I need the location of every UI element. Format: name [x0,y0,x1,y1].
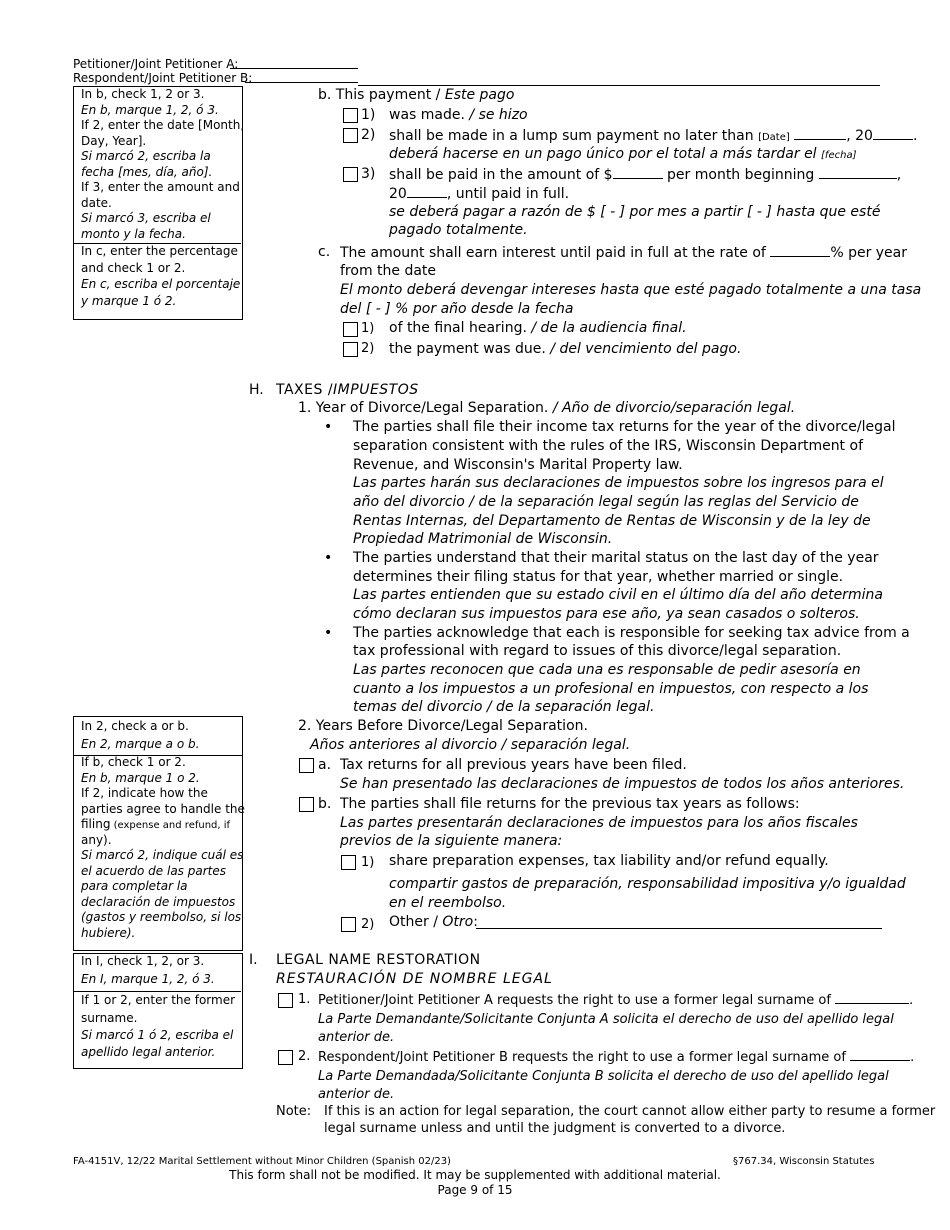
side-note: (gastos y reembolso, si los [81,910,242,924]
bullet-text: determines their filing status for that year, whether married or single. [353,569,844,585]
monthly-year-field[interactable] [407,184,447,198]
respondent-surname-es: anterior de. [318,1087,395,1102]
section-letter: I. [249,952,258,968]
statute-reference: §767.34, Wisconsin Statutes [733,1156,875,1167]
bullet: • [324,550,333,566]
side-note: If 1 or 2, enter the former [81,993,236,1007]
option-lump-sum-es: deberá hacerse en un pago único por el total a más tardar el [fecha] [389,146,857,162]
taxes-title: TAXES /IMPUESTOS [276,382,419,398]
interest-rate-field[interactable] [770,243,830,257]
interest-text: The amount shall earn interest until paid in full at the rate of % per year [340,245,908,261]
checkbox-returns-filed[interactable] [299,758,314,773]
option-number: 1) [361,107,376,123]
taxes-item-2: 2. Years Before Divorce/Legal Separation. [298,718,588,734]
respondent-surname-field[interactable] [850,1049,910,1061]
monthly-amount-field[interactable] [613,165,663,179]
bullet-text-es: Las partes entienden que su estado civil en el último día del año determina [353,587,883,603]
option-monthly: shall be paid in the amount of $ per month beginning , [389,167,902,183]
note-label: Note: [276,1104,312,1119]
side-note: Si marcó 2, indique cuál es [81,848,244,862]
option-payment-due: the payment was due. / del vencimiento del pago. [389,341,742,357]
note-text: If this is an action for legal separation, the court cannot allow either party to resume a former [324,1104,936,1119]
option-number: 2) [361,127,376,143]
side-note: and check 1 or 2. [81,261,186,275]
option-lump-sum: shall be made in a lump sum payment no later than [Date] , 20 . [389,128,918,144]
monthly-start-field[interactable] [819,165,897,179]
option-number: 1) [361,855,375,870]
side-note: date. [81,195,112,210]
respondent-surname-text: Respondent/Joint Petitioner B requests the right to use a former legal surname of . [318,1050,915,1065]
checkbox-petitioner-surname[interactable] [278,993,293,1008]
option-monthly-year: 20 , until paid in full. [389,186,570,202]
respondent-surname-es: La Parte Demandada/Solicitante Conjunta B solicita el derecho de uso del apellido legal [318,1069,889,1084]
side-note: En b, marque 1, 2, ó 3. [81,102,219,117]
section-letter: H. [249,382,264,398]
checkbox-payment-due[interactable] [343,342,358,357]
other-field[interactable] [476,928,882,929]
option-number: 3) [361,166,376,182]
petitioner-surname-es: anterior de. [318,1030,395,1045]
footer-notice: This form shall not be modified. It may be supplemented with additional material. [229,1168,721,1182]
lump-sum-year-field[interactable] [873,126,913,140]
side-note: declaración de impuestos [81,894,236,909]
petitioner-surname-field[interactable] [835,992,909,1004]
option-number: 2) [361,341,375,356]
checkbox-share-equally[interactable] [341,855,356,870]
interest-text-es: del [ - ] % por año desde la fecha [340,301,574,317]
respondent-label: Respondent/Joint Petitioner B: [73,71,253,85]
checkbox-other[interactable] [341,917,356,932]
side-note: fecha [mes, día, año]. [81,164,213,179]
checkbox-respondent-surname[interactable] [278,1050,293,1065]
side-note: hubiere). [81,925,136,940]
side-note: En b, marque 1 o 2. [81,770,200,785]
option-file-returns: The parties shall file returns for the previous tax years as follows: [340,796,800,812]
bullet-text: The parties acknowledge that each is responsible for seeking tax advice from a [353,625,910,641]
side-note: In b, check 1, 2 or 3. [81,87,205,101]
bullet-text-es: Las partes reconocen que cada una es responsable de pedir asesoría en [353,662,861,678]
option-returns-filed: Tax returns for all previous years have been filed. [340,757,687,773]
side-note: para completar la [81,879,188,893]
option-label: b. [318,796,332,812]
side-note: In I, check 1, 2, or 3. [81,954,205,968]
side-note: Day, Year]. [81,133,147,148]
form-id: FA-4151V, 12/22 Marital Settlement without Minor Children (Spanish 02/23) [73,1156,451,1167]
checkbox-lump-sum[interactable] [343,128,358,143]
bullet-text-es: Propiedad Matrimonial de Wisconsin. [353,531,613,547]
bullet-text-es: cuanto a los impuestos a un profesional en impuestos, con respecto a los [353,681,869,697]
option-monthly-es: se deberá pagar a razón de $ [ - ] por mes a partir [ - ] hasta que esté [389,204,881,220]
side-note: apellido legal anterior. [81,1045,216,1059]
checkbox-payment-made[interactable] [343,108,358,123]
name-restoration-title: LEGAL NAME RESTORATION [276,952,481,968]
taxes-item-1: 1. Year of Divorce/Legal Separation. / Año de divorcio/separación legal. [298,400,796,416]
checkbox-monthly[interactable] [343,167,358,182]
petitioner-name-field[interactable] [230,68,358,69]
option-monthly-es: pagado totalmente. [389,222,528,238]
side-note: parties agree to handle the [81,801,245,816]
side-note: In 2, check a or b. [81,719,189,733]
taxes-item-2-es: Años anteriores al divorcio / separación legal. [310,737,631,753]
side-note: y marque 1 ó 2. [81,294,177,308]
side-note: surname. [81,1011,138,1025]
option-made: was made. / se hizo [389,107,528,123]
bullet-text: The parties understand that their marital status on the last day of the year [353,550,879,566]
lump-sum-date-field[interactable] [794,126,846,140]
bullet-text-es: año del divorcio / de la separación legal según las reglas del Servicio de [353,494,859,510]
side-note: Si marcó 3, escriba el [81,211,211,225]
bullet-text: tax professional with regard to issues of this divorce/legal separation. [353,643,842,659]
side-note: monto y la fecha. [81,226,186,241]
bullet-text-es: temas del divorcio / de la separación legal. [353,699,655,715]
option-share-equally-es: en el reembolso. [389,895,507,911]
bullet-text: The parties shall file their income tax returns for the year of the divorce/legal [353,419,896,435]
side-note: En c, escriba el porcentaje [81,277,241,291]
option-label: a. [318,757,332,773]
side-note: el acuerdo de las partes [81,863,226,878]
side-note-divider [73,991,241,992]
interest-text: from the date [340,263,437,279]
side-note: En I, marque 1, 2, ó 3. [81,972,215,986]
side-note: filing (expense and refund, if [81,817,231,831]
side-note: any). [81,832,112,847]
petitioner-surname-text: Petitioner/Joint Petitioner A requests the right to use a former legal surname of . [318,993,914,1008]
bullet-text-es: cómo declaran sus impuestos para ese año, ya sean casados o solteros. [353,606,860,622]
petitioner-label: Petitioner/Joint Petitioner A: [73,57,239,71]
option-final-hearing: of the final hearing. / de la audiencia final. [389,320,687,336]
bullet-text: Revenue, and Wisconsin's Marital Property law. [353,457,683,473]
side-note: Si marcó 2, escriba la [81,149,211,163]
side-note: In c, enter the percentage [81,244,238,258]
bullet: • [324,419,333,435]
respondent-name-field[interactable] [245,82,358,83]
option-file-returns-es: Las partes presentarán declaraciones de impuestos para los años fiscales [340,815,858,831]
petitioner-surname-es: La Parte Demandante/Solicitante Conjunta A solicita el derecho de uso del apellido legal [318,1012,894,1027]
bullet-text-es: Rentas Internas, del Departamento de Rentas de Wisconsin y de la ley de [353,513,871,529]
option-share-equally-es: compartir gastos de preparación, responsabilidad impositiva y/o igualdad [389,876,906,892]
option-number: 1) [361,321,375,336]
checkbox-file-returns[interactable] [299,797,314,812]
bullet-text-es: Las partes harán sus declaraciones de impuestos sobre los ingresos para el [353,475,884,491]
option-number: 2. [298,1049,311,1064]
option-file-returns-es: previos de la siguiente manera: [340,833,563,849]
name-restoration-title-es: RESTAURACIÓN DE NOMBRE LEGAL [276,971,553,987]
note-text: legal surname unless and until the judgment is converted to a divorce. [324,1121,786,1136]
payment-heading: b. This payment / Este pago [318,87,515,103]
bullet: • [324,625,333,641]
checkbox-final-hearing[interactable] [343,322,358,337]
side-note: If 3, enter the amount and [81,180,240,194]
interest-text-es: El monto deberá devengar intereses hasta que esté pagado totalmente a una tasa [340,282,922,298]
side-note: If 2, indicate how the [81,786,208,800]
option-number: 2) [361,917,375,932]
side-note: If 2, enter the date [Month, [81,118,245,132]
option-returns-filed-es: Se han presentado las declaraciones de impuestos de todos los años anteriores. [340,776,905,792]
side-note: If b, check 1 or 2. [81,755,186,769]
interest-label: c. [318,244,331,260]
option-number: 1. [298,992,311,1007]
side-note: Si marcó 1 ó 2, escriba el [81,1028,234,1042]
side-note: En 2, marque a o b. [81,737,200,751]
bullet-text: separation consistent with the rules of the IRS, Wisconsin Department of [353,438,863,454]
option-share-equally: share preparation expenses, tax liability and/or refund equally. [389,853,829,869]
option-other: Other / Otro: [389,914,478,930]
page-number: Page 9 of 15 [437,1183,513,1197]
